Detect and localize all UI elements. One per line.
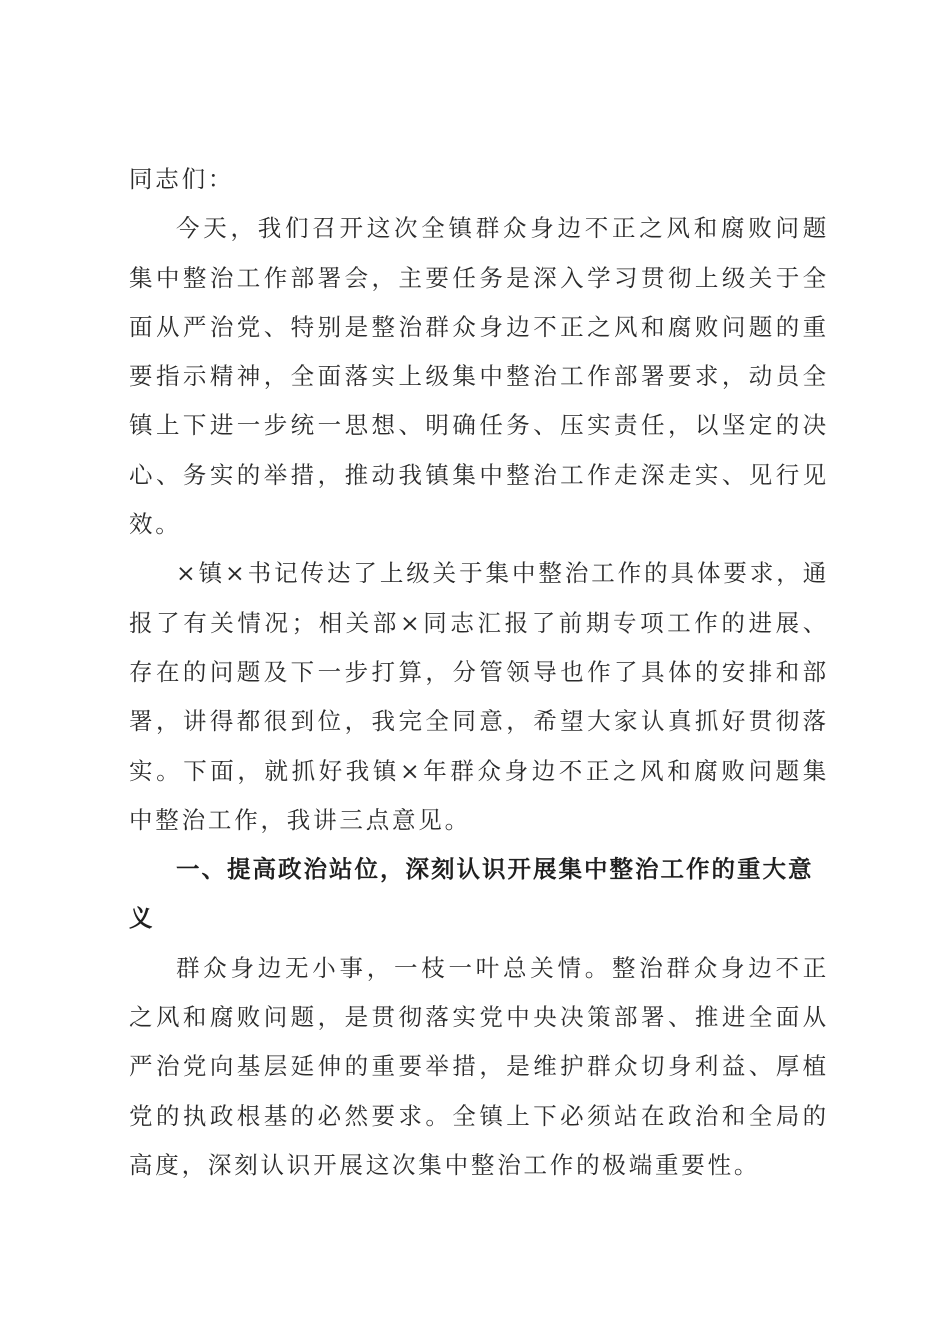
summary-paragraph: ×镇×书记传达了上级关于集中整治工作的具体要求，通报了有关情况；相关部×同志汇报了前期专项工作的进展、存在的问题及下一步打算，分管领导也作了具体的安排和部署，讲得都很到位，我完全同意，希望大家认真抓好贯彻落实。下面，就抓好我镇×年群众身边不正之风和腐败问题集中整治工作，我讲三点意见。 — [129, 559, 829, 834]
section-paragraph: 群众身边无小事，一枝一叶总关情。整治群众身边不正之风和腐败问题，是贯彻落实党中央决策部署、推进全面从严治党向基层延伸的重要举措，是维护群众切身利益、厚植党的执政根基的必然要求。全镇上下必须站在政治和全局的高度，深刻认识开展这次集中整治工作的极端重要性。 — [129, 953, 829, 1179]
document-body — [129, 155, 829, 1190]
section-heading: 一、提高政治站位，深刻认识开展集中整治工作的重大意义 — [129, 855, 814, 933]
salutation: 同志们： — [129, 165, 235, 193]
opening-paragraph: 今天，我们召开这次全镇群众身边不正之风和腐败问题集中整治工作部署会，主要任务是深入学习贯彻上级关于全面从严治党、特别是整治群众身边不正之风和腐败问题的重要指示精神，全面落实上级集中整治工作部署要求，动员全镇上下进一步统一思想、明确任务、压实责任，以坚定的决心、务实的举措，推动我镇集中整治工作走深走实、见行见效。 — [129, 214, 829, 539]
